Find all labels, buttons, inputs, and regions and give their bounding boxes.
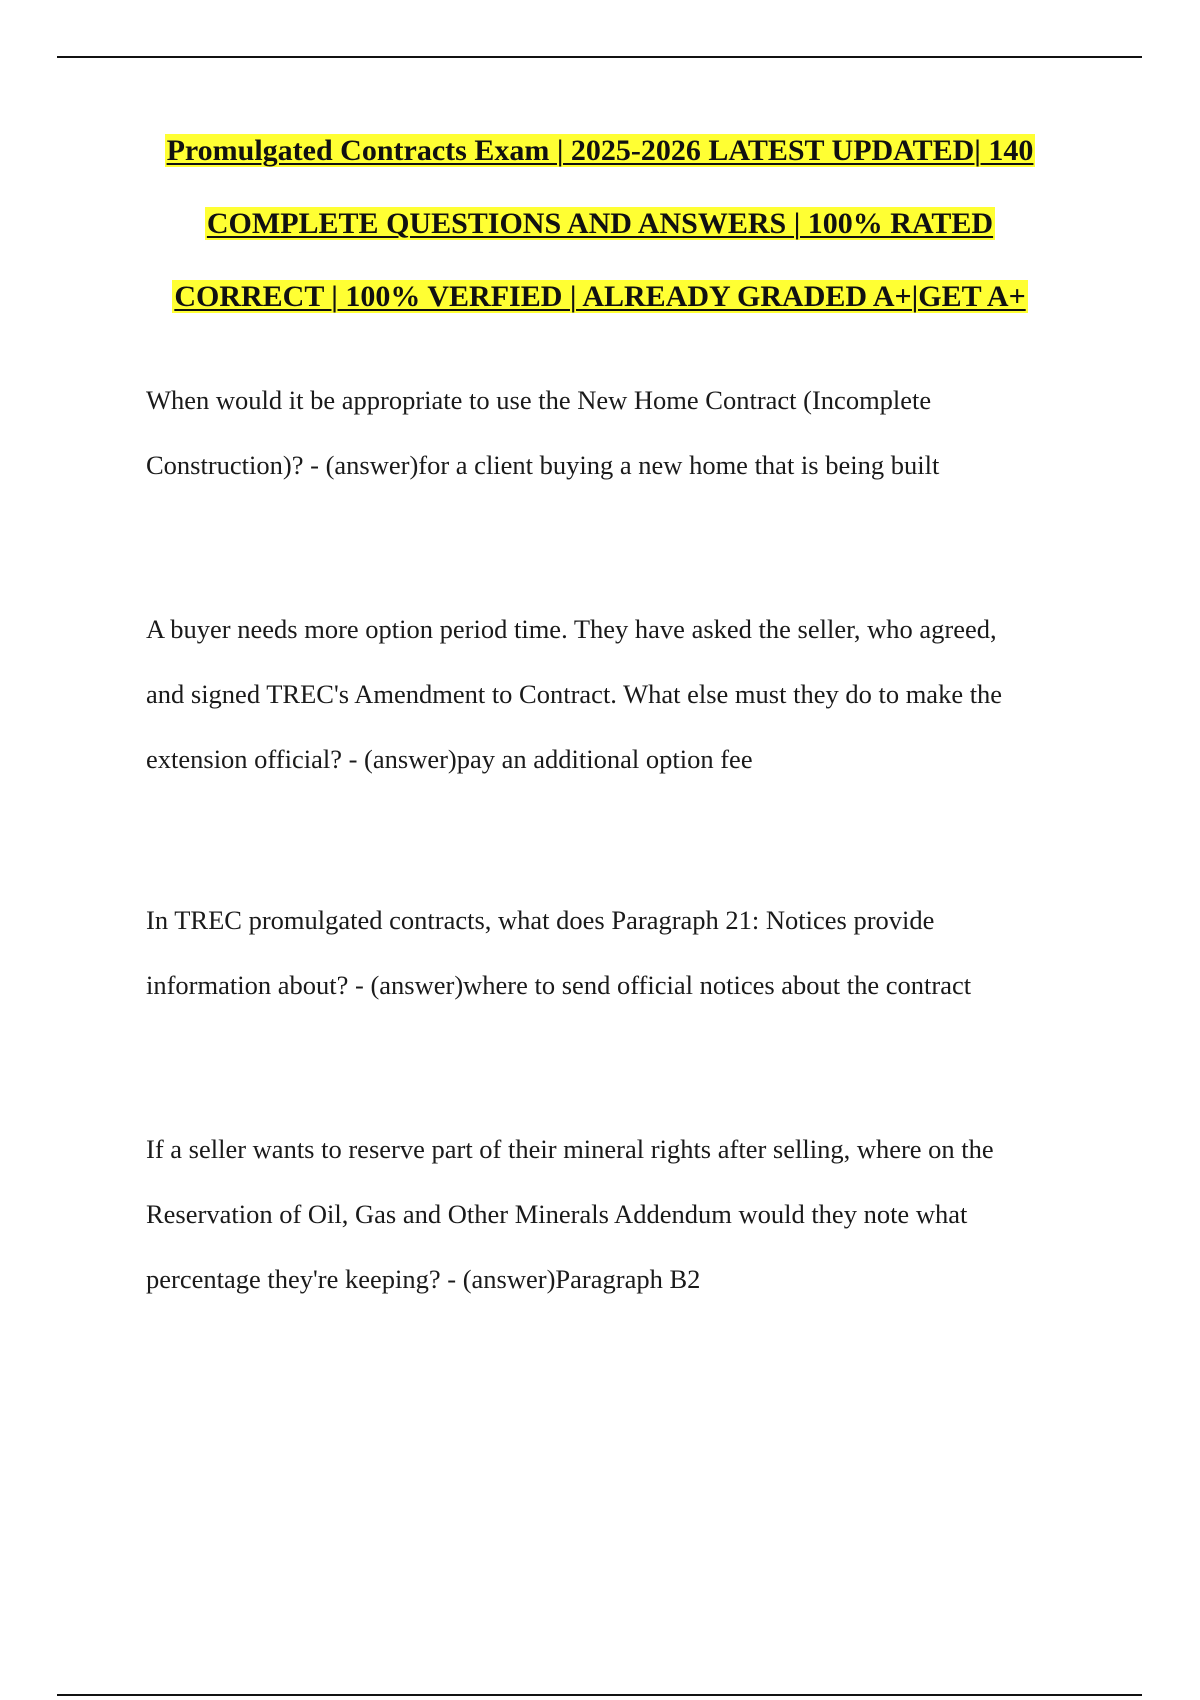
title-line: COMPLETE QUESTIONS AND ANSWERS | 100% RATED (206, 207, 994, 240)
title-line: Promulgated Contracts Exam | 2025-2026 LATEST UPDATED| 140 (166, 134, 1034, 167)
qa-item (146, 597, 1076, 792)
title-line: CORRECT | 100% VERFIED | ALREADY GRADED A+|GET A+ (174, 280, 1026, 313)
qa-line: percentage they're keeping? - (answer)Paragraph B2 (146, 1264, 701, 1294)
top-rule (57, 56, 1142, 58)
qa-item (146, 1117, 1076, 1312)
qa-line: information about? - (answer)where to send official notices about the contract (146, 970, 972, 1000)
qa-line: and signed TREC's Amendment to Contract. What else must they do to make the (146, 679, 1003, 709)
qa-line: Reservation of Oil, Gas and Other Minerals Addendum would they note what (146, 1199, 968, 1229)
qa-line: In TREC promulgated contracts, what does Paragraph 21: Notices provide (146, 905, 935, 935)
qa-line: A buyer needs more option period time. They have asked the seller, who agreed, (146, 614, 997, 644)
qa-line: When would it be appropriate to use the New Home Contract (Incomplete (146, 385, 932, 415)
qa-line: Construction)? - (answer)for a client buying a new home that is being built (146, 450, 940, 480)
qa-item (146, 888, 1076, 1018)
bottom-rule (57, 1694, 1142, 1696)
document-title (100, 136, 1100, 355)
qa-line: If a seller wants to reserve part of their mineral rights after selling, where on the (146, 1134, 994, 1164)
qa-line: extension official? - (answer)pay an additional option fee (146, 744, 753, 774)
qa-item (146, 368, 1076, 498)
